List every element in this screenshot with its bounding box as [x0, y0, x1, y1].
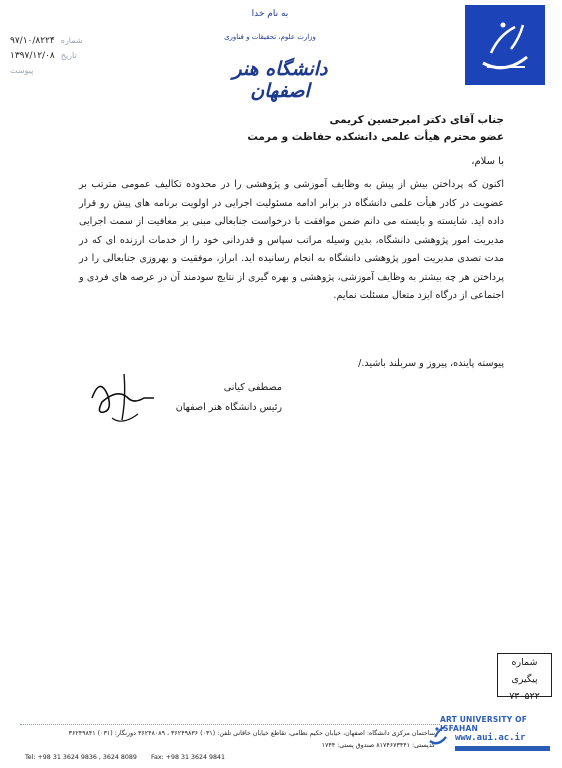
footer-divider [20, 724, 440, 725]
recipient-name: جناب آقای دکتر امیرحسین کریمی [329, 114, 504, 126]
number-value: ۹۷/۱۰/۸۲۲۴ [10, 36, 55, 46]
signature-icon [82, 368, 162, 428]
footer-postal: کدپستی: ۸۱۷۴۶۷۳۴۴۱ صندوق پستی: ۱۷۴۴ [321, 742, 435, 749]
number-label: شماره [60, 36, 83, 45]
university-name: دانشگاه هنر اصفهان [232, 58, 328, 102]
tracking-box [497, 653, 552, 702]
date-label: تاریخ [60, 51, 77, 60]
letter-body: اکنون که پرداختن بیش از پیش به وظایف آموزشی و پژوهشی را در محدوده تکالیف عمومی مترتب بر عضویت در کادر هیأت علمی دانشگاه در برابر ادامه مسئولیت اجرایی در اولویت برنامه های پیش رو قرار داده اید. شایسته و بایسته می دانم ضمن موافقت با درخواست جنابعالی مبنی بر معافیت از سمت اجرایی مدیریت امور پژوهشی دانشگاه، بدین وسیله مراتب سپاس و قدردانی خود را از خدمات ارزنده ای که در مدت تصدی مدیریت امور پژوهشی دانشگاه به انجام رسانیده اید. ابراز، موفقیت و بهروزی جنابعالی را در پرداختن هر چه بیشتر به وظایف آموزشی، پژوهشی و بهره گیری از نتایج سودمند آن در عرصه های فردی و اجتماعی از درگاه ایزد متعال مسئلت نمایم. [79, 179, 504, 301]
basmala: به نام خدا [251, 9, 289, 19]
footer-contact [25, 728, 435, 764]
letterhead [200, 8, 340, 44]
signer-block [162, 378, 282, 418]
university-logo [465, 5, 545, 85]
footer-fax: Fax: +98 31 3624 9841 [150, 754, 226, 761]
signer-name: مصطفی کیانی [223, 382, 282, 393]
attachment-row [10, 64, 120, 79]
ministry-name: وزارت علوم، تحقیقات و فناوری [224, 33, 316, 41]
date-row [10, 49, 120, 64]
website-link[interactable]: www.aui.ac.ir [455, 733, 526, 743]
recipient-title: عضو محترم هیأت علمی دانشکده حفاظت و مرمت [247, 131, 504, 143]
footer-logo-icon [427, 723, 449, 747]
greeting: با سلام، [471, 156, 504, 167]
number-row [10, 34, 120, 49]
footer-brand: ART UNIVERSITY OF ISFAHAN [440, 715, 528, 733]
closing-line: پیوسته پاینده، پیروز و سربلند باشید./ [358, 358, 504, 369]
tracking-number: ۷۳۰۵۲۲ [509, 691, 540, 702]
date-value: ۱۳۹۷/۱۲/۰۸ [10, 51, 55, 61]
recipient [124, 112, 504, 146]
footer-accent-bar [455, 746, 550, 751]
university-emblem-icon [465, 5, 545, 85]
footer-phone-en [25, 752, 435, 764]
signer-title: رئیس دانشگاه هنر اصفهان [175, 402, 282, 413]
attachment-label: پیوست [10, 66, 34, 75]
tracking-label: شماره پیگیری [511, 657, 538, 685]
footer-address: ساختمان مرکزی دانشگاه: اصفهان، خیابان حکیم نظامی، تقاطع خیابان خاقانی تلفن: (۰۳۱) ۳۶۲۴۹۸۳۶ ، ۳۶۲۴۸۰۸۹ دورنگار: (۰۳۱) ۳۶۲۴۹۸۴۱ [68, 730, 435, 737]
footer-tel: Tel: +98 31 3624 9836 , 3624 8089 [25, 754, 137, 761]
letter-meta [10, 34, 120, 79]
